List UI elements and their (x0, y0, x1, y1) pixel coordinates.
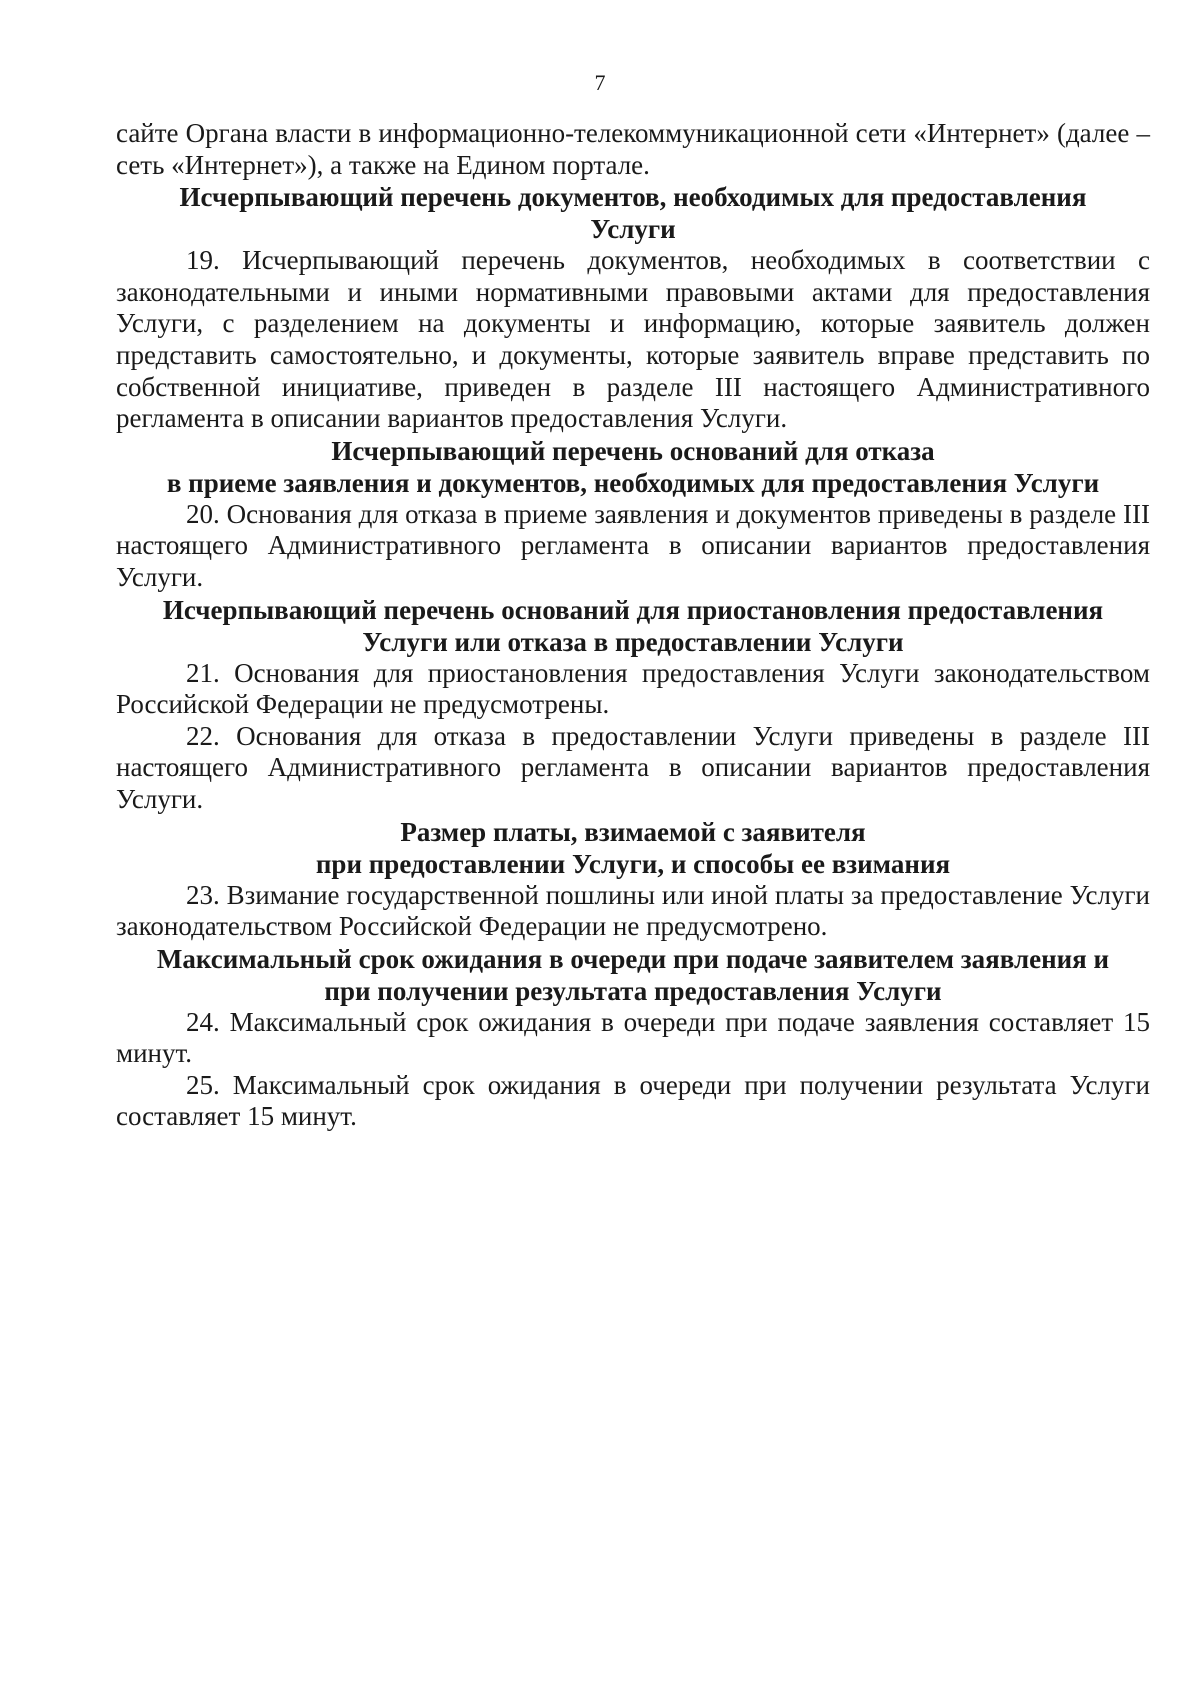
section-heading-refusal-reception (116, 435, 1150, 499)
section-heading-waiting-time (116, 943, 1150, 1007)
heading-line: в приеме заявления и документов, необходимых для предоставления Услуги (166, 467, 1100, 498)
document-body (116, 118, 1150, 1133)
heading-line: Исчерпывающий перечень оснований для отказа (331, 435, 935, 466)
paragraph-20: 20. Основания для отказа в приеме заявления и документов приведены в разделе III настоящего Административного регламента в описании вариантов предоставления Услуги. (116, 498, 1150, 592)
paragraph-25: 25. Максимальный срок ожидания в очереди при получении результата Услуги составляет 15 минут. (116, 1069, 1150, 1132)
paragraph-23: 23. Взимание государственной пошлины или иной платы за предоставление Услуги законодательством Российской Федерации не предусмотрено. (116, 879, 1150, 942)
heading-line: Услуги (590, 214, 676, 245)
heading-line: при получении результата предоставления Услуги (324, 975, 942, 1006)
heading-line: Размер платы, взимаемой с заявителя (400, 816, 866, 847)
heading-line: при предоставлении Услуги, и способы ее взимания (315, 848, 951, 879)
paragraph-21: 21. Основания для приостановления предоставления Услуги законодательством Российской Федерации не предусмотрены. (116, 657, 1150, 720)
heading-line: Услуги или отказа в предоставлении Услуги (362, 626, 904, 657)
paragraph-19: 19. Исчерпывающий перечень документов, необходимых в соответствии с законодательными и иными нормативными правовыми актами для предоставления Услуги, с разделением на документы и информацию, которые заявитель должен представить самостоятельно, и документы, которые заявитель вправе представить по собственной инициативе, приведен в разделе III настоящего Административного регламента в описании вариантов предоставления Услуги. (116, 245, 1150, 434)
section-heading-suspension (116, 594, 1150, 658)
section-heading-fee (116, 816, 1150, 880)
paragraph-24: 24. Максимальный срок ожидания в очереди при подаче заявления составляет 15 минут. (116, 1006, 1150, 1069)
heading-line: Исчерпывающий перечень документов, необходимых для предоставления (179, 182, 1087, 213)
heading-line: Максимальный срок ожидания в очереди при подаче заявителем заявления и (156, 943, 1110, 974)
paragraph-22: 22. Основания для отказа в предоставлении Услуги приведены в разделе III настоящего Административного регламента в описании вариантов предоставления Услуги. (116, 720, 1150, 814)
heading-line: Исчерпывающий перечень оснований для приостановления предоставления (162, 594, 1104, 625)
section-heading-documents (116, 181, 1150, 245)
page-number: 7 (594, 70, 606, 95)
intro-paragraph: сайте Органа власти в информационно-телекоммуникационной сети «Интернет» (далее – сеть «Интернет»), а также на Едином портале. (116, 118, 1150, 180)
